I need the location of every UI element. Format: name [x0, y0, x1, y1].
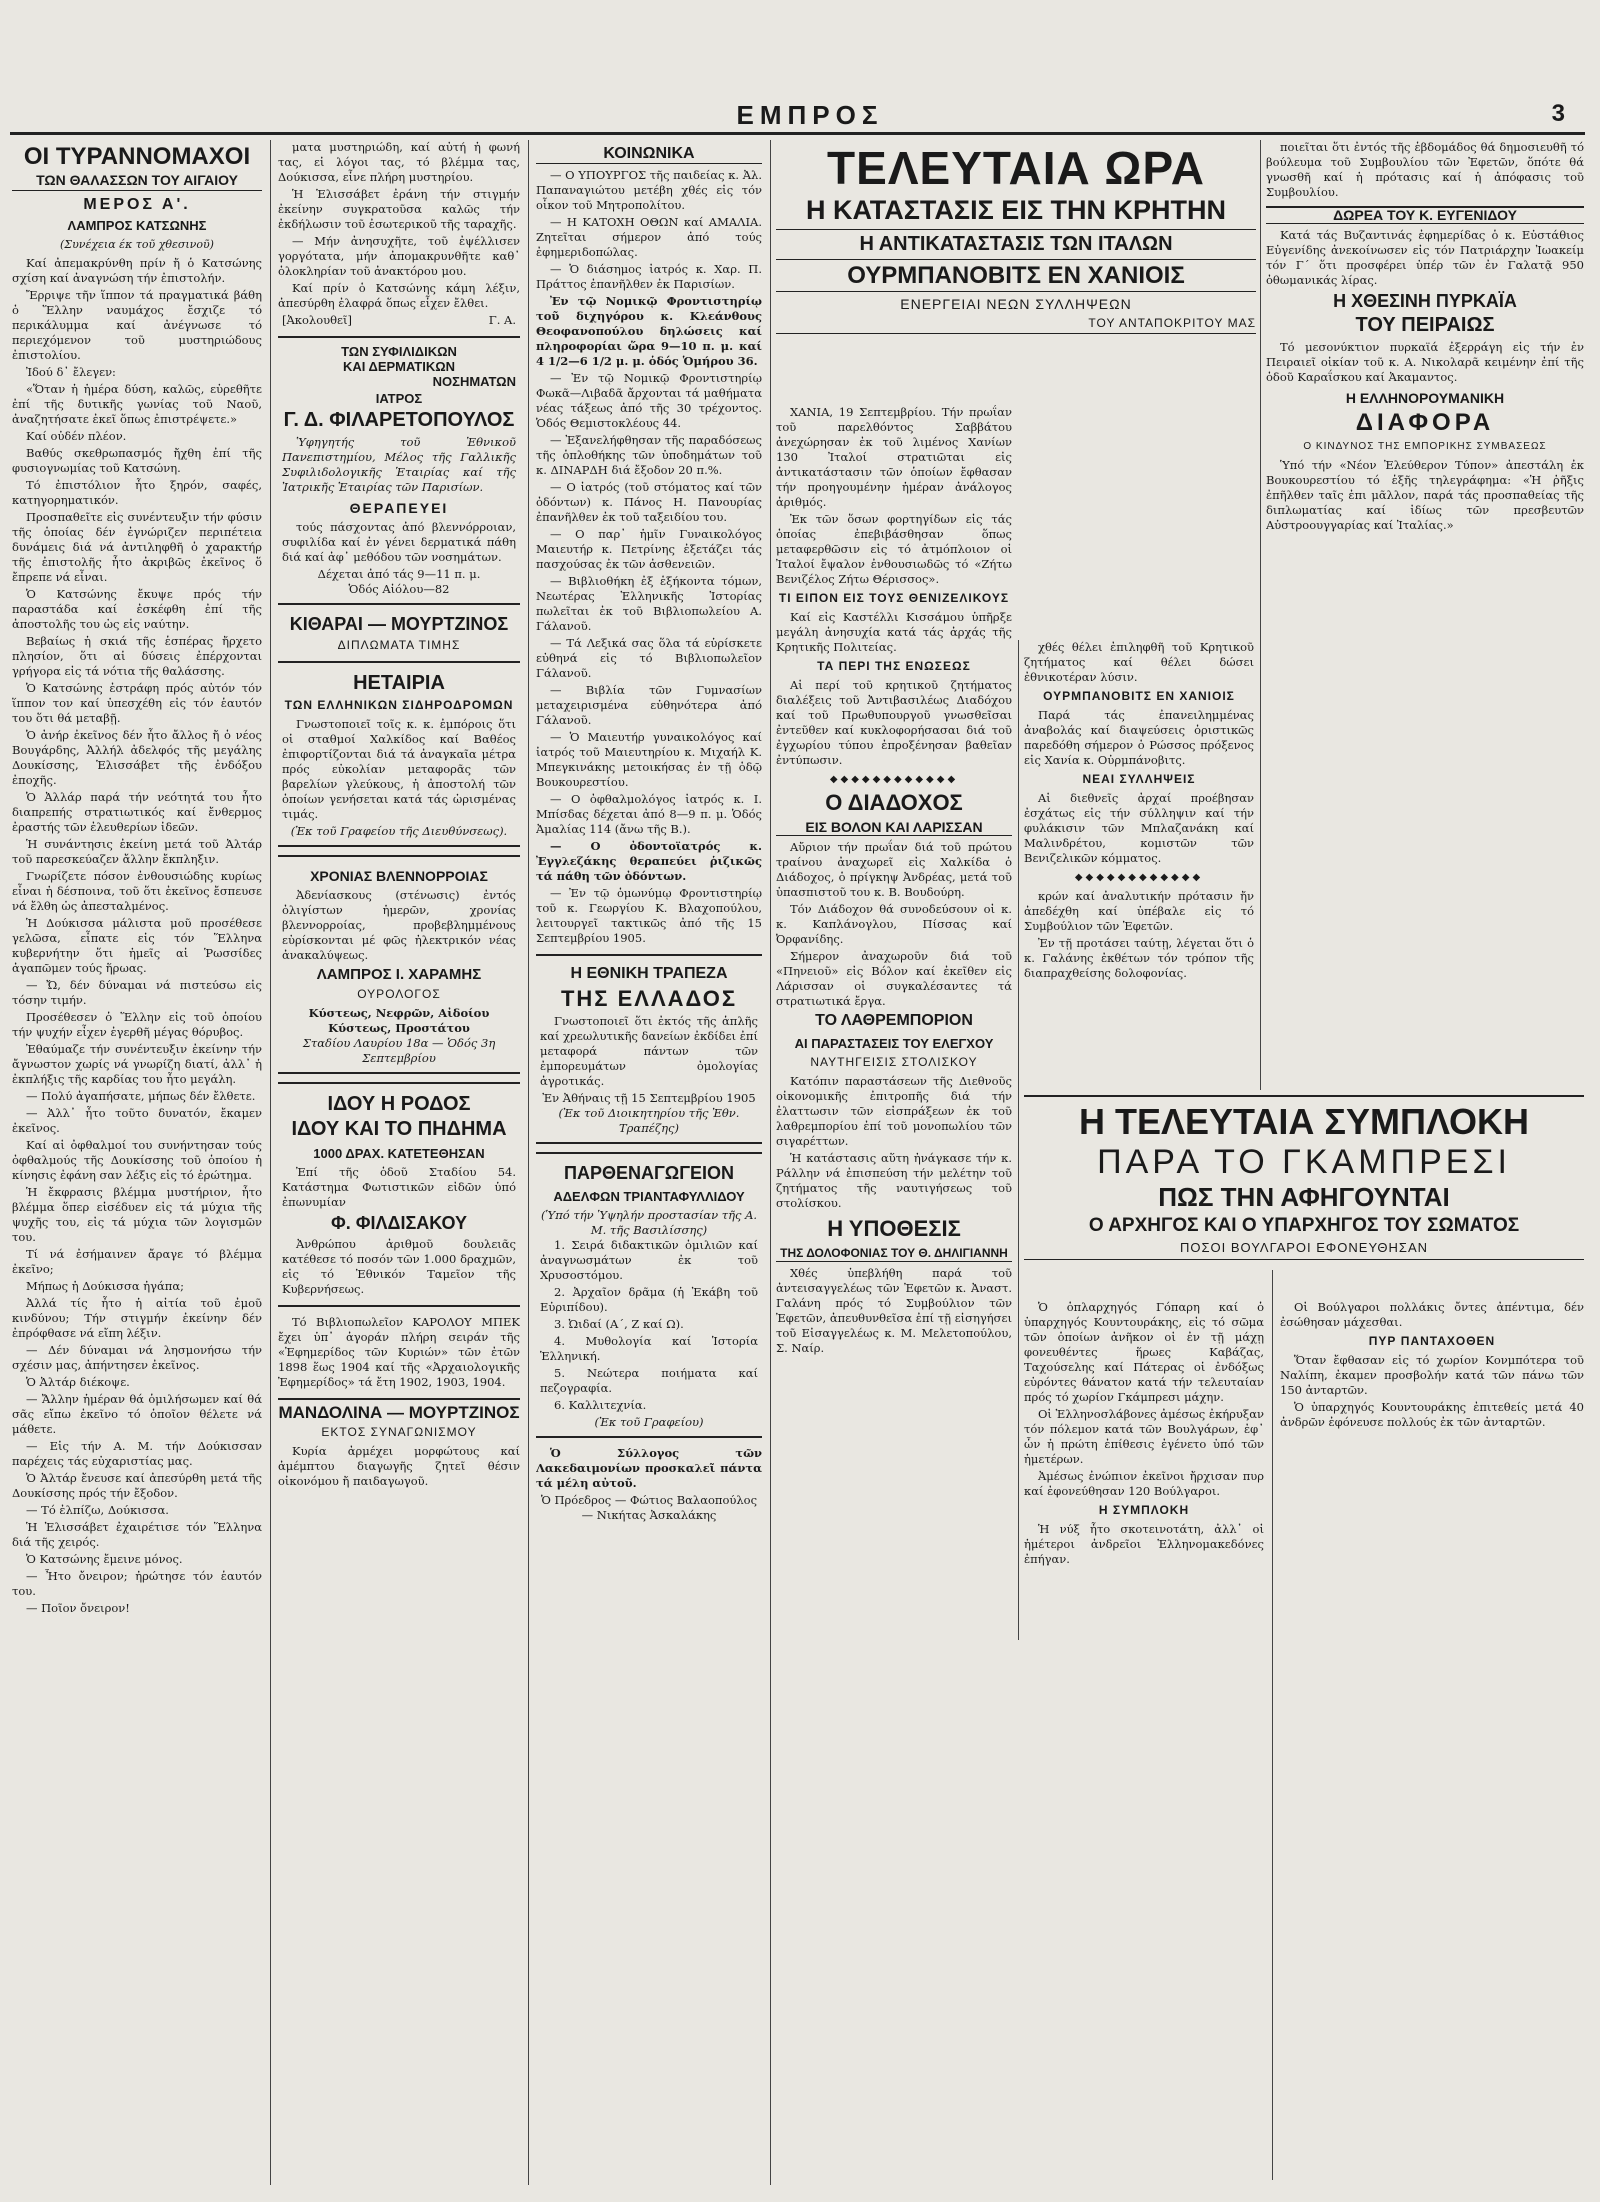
ad-philaretopoulos [278, 336, 520, 605]
ad-mandolina-sub: ΕΚΤΟΣ ΣΥΝΑΓΩΝΙΣΜΟΥ [321, 1425, 477, 1440]
ad-heading: ΠΑΡΘΕΝΑΓΩΓΕΙΟΝ [563, 1162, 735, 1183]
paragraph: Ἡ κατάστασις αὕτη ἠνάγκασε τήν κ. Ράλλην νά ἐπισπεύση τήν μελέτην τοῦ ζητήματος τῆς ναυτιγήσεως τοῦ στολίσκου. [776, 1150, 1012, 1210]
paragraph: Ὁ Κατσώνης ἔκυψε πρός τήν παραστάδα καί ἐσκέφθη ἐπί τῆς ἀποστολῆς του ὡς εἰς ναύτην. [12, 586, 262, 631]
ad-text: Γνωστοποιεῖ τοῖς κ. κ. ἐμπόροις ὅτι οἱ σταθμοί Χαλκίδος καί Βαθέος ἐπιφορτίζονται διά τά ἀναγκαῖα μέτρα πρός εὐκολίαν μεταφορᾶς τῶν βαρελίων γλεύκους, ἡ ἀποστολή τῶν ὁποίων γενήσεται κατά τάς ὡρισμένας τιμάς. [282, 716, 516, 821]
column-gabresi-right [1280, 1300, 1584, 2180]
ad-footer: (Ἐκ τοῦ Διοικητηρίου τῆς Ἐθν. Τραπέζης) [558, 1105, 740, 1135]
ad-girls-school [536, 1152, 762, 1438]
ad-hours: Δέχεται ἀπό τάς 9—11 π. μ. [317, 567, 481, 581]
paragraph: Σήμερον ἀναχωροῦν διά τοῦ «Πηνειοῦ» εἰς Βόλον καί ἐκεῖθεν εἰς Λάρισσαν οἱ συγκαλέσαντες τά στρατιωτικά ἔργα. [776, 949, 1012, 1009]
ad-heading: ΗΕΤΑΙΡΙΑ [353, 671, 445, 694]
ad-heading: ΙΔΟΥ Η ΡΟΔΟΣ [327, 1092, 471, 1115]
paragraph: — Ο ἰατρός (τοῦ στόματος καί τῶν ὀδόντων) κ. Πάνος Η. Πανουρίας ἐπανῆλθεν ἐκ τοῦ ταξειδίου του. [536, 480, 762, 524]
paragraph: — Τό ἐλπίζω, Δούκισσα. [26, 1502, 169, 1517]
paragraph: Αἱ περί τοῦ κρητικοῦ ζητήματος διαλέξεις τοῦ Ἀντιβασιλέως Διαδόχου καί τοῦ Πρωθυπουργοῦ γνωσθεῖσαι ἐντεῦθεν καί κυκλοφορήσασαι διά τοῦ ἐγχωρίου τύπου ἐπροξένησαν βαθεῖαν ἐντύπωσιν. [776, 678, 1012, 767]
paragraph: Ὁ Ἀλλάρ παρά τήν νεότητά του ἦτο διαπρεπής στρατιωτικός καί ἔνθερμος ἐραστής τῶν ἐλευθερίων ἰδεῶν. [12, 789, 262, 834]
column-crete-cont [1024, 640, 1254, 1090]
paragraph: — Ο ΥΠΟΥΡΓΟΣ τῆς παιδείας κ. Ἀλ. Παπαναγιώτου μετέβη χθές εἰς τόν οἶκον τοῦ Μητροπολίτου. [536, 168, 762, 212]
paragraph: Τό μεσονύκτιον πυρκαϊά ἐξερράγη εἰς τήν ἐν Πειραιεῖ οἰκίαν τοῦ κ. Α. Νικολαρᾶ κειμένην ἐπί τῆς ὁδοῦ Καραΐσκου καί Ἀκαμαντος. [1266, 339, 1584, 384]
ad-text: τούς πάσχοντας ἀπό βλεννόρροιαν, συφιλίδα καί ἐν γένει δερματικά πάθη διά καί ἀφ᾽ μεθόδου τῶν νοσημάτων. [282, 520, 516, 564]
masthead [10, 92, 1585, 135]
paragraph: Ὅταν ἔφθασαν εἰς τό χωρίον Κονμπότερα τοῦ Ναλίπη, ἐκαμεν προσβολήν κατά τῶν πάνω τῶν 150 ἀνταρτῶν. [1280, 1353, 1584, 1397]
paragraph: Ὁ ὁπλαρχηγός Γόπαρη καί ὁ ὑπαρχηγός Κουντουράκης, εἰς τό σῶμα τῶν ὁποίων ἀνῆκον οἱ ἐν τῇ μάχῃ φονευθέντες ἥρωες Καβάζας, Ταχούσελης καί Πάτερας οἱ ἐνδόξως εὑρόντες θάνατον κατά τήν τελευταίαν πρός τό χωρίον Γκάμπρεσι μάχην. [1024, 1300, 1264, 1404]
paragraph: Προσπαθεῖτε εἰς συνέντευξιν τήν φύσιν τῆς ὁποίας δέν ἐγνώριζεν περιπέτεια δυνάμεις διά νά ἀντιληφθῆ ὁ χαρακτήρ τῆς ἐπιστολῆς ἦτο ἀκριβῶς ἐκεῖνος ὅ ἔπρεπε νά εἶναι. [12, 509, 262, 584]
list-item: 1. Σειρά διδακτικῶν ὁμιλιῶν καί ἀναγνωσμάτων ἐκ τοῦ Χρυσοστόμου. [540, 1237, 758, 1282]
list-item: 2. Ἀρχαῖον δρᾶμα (ἡ Ἐκάβη τοῦ Εὐριπίδου). [540, 1284, 758, 1314]
ad-heading: ΙΔΟΥ ΚΑΙ ΤΟ ΠΗΔΗΜΑ [291, 1117, 507, 1140]
paragraph: Ἡ Δούκισσα μάλιστα μοῦ προσέθεσε γελῶσα, εἶπατε εἰς τόν Ἕλληνα κυβερνήτην ὅτι ἡμεῖς αἱ Ῥωσσίδες ἀγαπῶμεν τούς ἥρωας. [12, 915, 262, 975]
paragraph: — Βιβλιοθήκη ἐξ ἑξήκοντα τόμων, Νεωτέρας Ἑλληνικῆς Ἱστορίας πωλεῖται ἐκ τοῦ Βιβλιοπωλείου Α. Γάλανοῦ. [536, 574, 762, 633]
ad-doctor-name: Γ. Δ. ΦΙΛΑΡΕΤΟΠΟΥΛΟΣ [283, 409, 515, 431]
ad-heading: ΤΩΝ ΣΥΦΙΛΙΔΙΚΩΝ [341, 344, 457, 359]
section-title: ΤΟ ΛΑΘΡΕΜΠΟΡΙΟΝ [815, 1012, 973, 1030]
column-ads [278, 140, 520, 2185]
paragraph: Γνωρίζετε πόσον ἐνθουσιώδης κυρίως εἶναι ἡ δέσποινα, τοῦ ὅτι ἐκεῖνος ἔσπευσε νά ἔλθη ὡς ἀπεσταλμένος. [12, 868, 262, 913]
paragraph: Ὁ Ἀλτάρ ἔνευσε καί ἀπεσύρθη μετά τῆς Δουκίσσης πρός τήν ἔξοδον. [12, 1470, 262, 1500]
headline-sub: ΠΩΣ ΤΗΝ ΑΦΗΓΟΥΝΤΑΙ [1158, 1182, 1450, 1213]
paragraph: Ἐθαύμαζε τήν συνέντευξιν ἐκείνην τήν ἄγνωστον χωρίς νά γνωρίζη διατί, ἀλλ᾽ ἡ ἐκπλήξις τῆς καρδίας του ἦτο μεγάλη. [12, 1041, 262, 1086]
ad-kitharai-sub: ΔΙΠΛΩΜΑΤΑ ΤΙΜΗΣ [337, 637, 461, 652]
column-rule [1260, 140, 1261, 1090]
paragraph: Ἰδού δ᾽ ἔλεγεν: [26, 364, 116, 379]
paragraph: Χθές ὑπεβλήθη παρά τοῦ ἀντεισαγγελέως τῶν Ἐφετῶν κ. Ἀναστ. Γαλάνη πρός τό Συμβούλιον τῶν Ἐφετῶν, ἀπευθυνθεῖσα ἐπί τῇ εἰσηγήσει τοῦ Εἰσαγγελέως κ. Μ. Μελετοπούλου, Σ. Ναίρ. [776, 1265, 1012, 1355]
ad-national-bank [536, 954, 762, 1144]
paragraph: Ἐκ τῶν ὅσων φορτηγίδων εἰς τάς ὁποίας ἐπεβιβάσθησαν ὅπως μεταφερθῶσιν εἰς τό ἀτμόπλοιον οἱ Ἰταλοί ἔψαλον ἐνθουσιωδῶς τό «Ζήτω Βενιζέλος Ζήτω Θέρισσος». [776, 512, 1012, 586]
column-rule [528, 140, 529, 2185]
ad-role: ΟΥΡΟΛΟΓΟΣ [357, 986, 441, 1001]
paragraph: ματα μυστηριώδη, καί αὐτή ἡ φωνή τας, εἰ λόγοι τας, τό βλέμμα τας, Δούκισσα, εἶνε πλήρη μυστηρίου. [278, 140, 520, 184]
headline-sub: Η ΑΝΤΙΚΑΤΑΣΤΑΣΙΣ ΤΩΝ ΙΤΑΛΩΝ [859, 232, 1173, 255]
paragraph: — Η ΚΑΤΟΧΗ ΟΘΩΝ καί ΑΜΑΛΙΑ. Ζητεῖται σήμερον ἀπό τούς ἐφημεριδοπώλας. [536, 215, 762, 259]
headline-sub: ΟΥΡΜΠΑΝΟΒΙΤΣ ΕΝ ΧΑΝΙΟΙΣ [776, 259, 1256, 292]
section-title: ΔΙΑΦΟΡΑ [1355, 408, 1495, 436]
section-title: Η ΥΠΟΘΕΣΙΣ [827, 1215, 961, 1241]
paragraph: Ἡ Ἑλισσάβετ ἐράνη τήν στιγμήν ἐκείνην συγκρατοῦσα καλῶς τήν ἐκδήλωσιν τοῦ ἐσωτερικοῦ τῆς ταραχῆς. [278, 187, 520, 231]
ad-role: ΙΑΤΡΟΣ [375, 391, 423, 406]
headline-sub: Ο ΑΡΧΗΓΟΣ ΚΑΙ Ο ΥΠΑΡΧΗΓΟΣ ΤΟΥ ΣΩΜΑΤΟΣ [1088, 1214, 1520, 1236]
paragraph: Αὔριον τήν πρωΐαν διά τοῦ πρώτου τραίνου ἀναχωρεῖ εἰς Χαλκίδα ὁ Διάδοχος, ὁ πρίγκηψ Ἀνδρέας, μετά τοῦ ὑπασπιστοῦ του κ. Β. Βουδούρη. [776, 840, 1012, 900]
column-rule [1272, 1270, 1273, 2180]
paragraph: Καί εἰς Καστέλλι Κισσάμου ὑπῆρξε μεγάλη ἀνησυχία κατά τάς ἀρχάς τῆς Κρητικῆς Πολιτείας. [776, 610, 1012, 654]
serial-heading: ΛΑΜΠΡΟΣ ΚΑΤΣΩΝΗΣ [67, 217, 207, 233]
paragraph: — Τά Λεξικά σας ὅλα τά εὑρίσκετε εὐθηνά εἰς τό Βιβλιοπωλεῖον Γάλανοῦ. [536, 636, 762, 680]
divider: ◆◆◆◆◆◆◆◆◆◆◆◆ [1074, 872, 1204, 883]
section-title: Η ΕΛΛΗΝΟΡΟΥΜΑΝΙΚΗ [1345, 389, 1505, 406]
paragraph: — Ποῖον ὄνειρον! [26, 1600, 130, 1615]
ad-spec: Κύστεως, Νεφρῶν, Αἰδοίου Κύστεως, Προστάτου [308, 1005, 490, 1035]
paragraph: Ἡ Ἑλισσάβετ ἐχαιρέτισε τόν Ἕλληνα διά τῆς χειρός. [12, 1519, 262, 1549]
paragraph: Παρά τάς ἐπανειλημμένας ἀναβολάς καί διαψεύσεις ὁριστικῶς παρεδόθη σήμερον ὁ Ρώσσος πρόξενος εἰς Χανία κ. Οὐρμπάνοβιτς. [1024, 708, 1254, 767]
page-number: 3 [1551, 100, 1565, 127]
author-initials: Γ. Α. [488, 313, 516, 327]
paragraph: Ὁ Κατσώνης ἔμεινε μόνος. [26, 1551, 183, 1566]
ad-heading: ΝΟΣΗΜΑΤΩΝ [432, 374, 516, 389]
paragraph: Προσέθεσεν ὁ Ἕλλην εἰς τοῦ ὁποίου τήν ψυχήν εἶχεν ἐγερθῆ μέγας θόρυβος. [12, 1009, 262, 1039]
paragraph: Ἀλλά τίς ἦτο ἡ αἰτία τοῦ ἐμοῦ κινδύνου; Τήν στιγμήν ἐκείνην δέν ἐπρόφθασε νά εἴπη λέξιν. [12, 1295, 262, 1340]
paragraph: Ὁ Κατσώνης ἐστράφη πρός αὐτόν τόν ἵππον τον καί ὑπεσχέθη εἰς τόν ἑαυτόν του ὅτι θά μεταβῇ. [12, 680, 262, 725]
paragraph: Ἔρριψε τῆν ἵππον τά πραγματικά βάθη ὁ Ἕλλην ναυμάχος ἔσχιζε τό περικάλυμμα καί ἀνέγνωσε τό περιεχόμενον τοῦ μυστηριώδους ἐπιστολίου. [12, 287, 262, 362]
column-news [1266, 140, 1584, 1085]
ad-footer: (Ἐκ τοῦ Γραφείου) [594, 1414, 704, 1429]
paragraph: Ὁ Ἀλτάρ διέκοψε. [26, 1374, 130, 1389]
column-social [536, 140, 762, 2185]
paragraph: Κατόπιν παραστάσεων τῆς Διεθνοῦς οἰκονομικῆς ἐπιτροπῆς διά τήν ἐλαττωσιν τῶν εἰσπράξεων ἐκ τοῦ λαθρεμπορίου ἐπί τοῦ μονοπωλίου τῶν σιγαρέττων. [776, 1073, 1012, 1148]
paragraph: Τό ἐπιστόλιον ἦτο ξηρόν, σαφές, κατηγορηματικόν. [12, 477, 262, 507]
ad-heading: ΤΩΝ ΕΛΛΗΝΙΚΩΝ ΣΙΔΗΡΟΔΡΟΜΩΝ [284, 697, 514, 712]
section-title: ΤΟΥ ΠΕΙΡΑΙΩΣ [1355, 313, 1495, 336]
column-serial-story [12, 140, 262, 2185]
paragraph: ποιεῖται ὅτι ἐντός τῆς ἑβδομάδος θά δημοσιευθῆ τό βούλευμα τοῦ Συμβουλίου τῶν Ἐφετῶν, ὅπότε θά γνωσθῆ καί ἡ πρότασις καί ἡ ἀπόφασις τοῦ Συμβουλίου. [1266, 140, 1584, 199]
paragraph: Καί οὐδέν πλέον. [26, 428, 127, 443]
ad-text: Γνωστοποιεῖ ὅτι ἐκτός τῆς ἁπλῆς καί χρεωλυτικῆς δανείων ἐκδίδει ἐπί μεταφορά πάντων τῶν ἐμπορευμάτων ὀμολογίας ἀγροτικάς. [540, 1013, 758, 1088]
ad-charamis [278, 855, 520, 1074]
ad-footer: (Ἐκ τοῦ Γραφείου τῆς Διευθύνσεως). [290, 823, 508, 838]
ad-heading: ΧΡΟΝΙΑΣ ΒΛΕΝΝΟΡΡΟΙΑΣ [310, 867, 488, 884]
section-title: ΤΗΣ ΔΟΛΟΦΟΝΙΑΣ ΤΟΥ Θ. ΔΗΛΙΓΙΑΝΝΗ [776, 1246, 1012, 1262]
byline: ΤΟΥ ΑΝΤΑΠΟΚΡΙΤΟΥ ΜΑΣ [776, 316, 1256, 334]
paragraph: — Ἀλλ᾽ ἦτο τοῦτο δυνατόν, ἔκαμεν ἐκεῖνος. [12, 1105, 262, 1135]
headline-sub: ΕΝΕΡΓΕΙΑΙ ΝΕΩΝ ΣΥΛΛΗΨΕΩΝ [900, 295, 1132, 312]
paragraph: Βεβαίως ἡ σκιά τῆς ἑσπέρας ἤρχετο πλησίον, ὅτι αἱ δύσεις ἐπέρχονται γρήγορα εἰς τά νότια τῆς θαλάσσης. [12, 633, 262, 678]
column-rule [270, 140, 271, 2185]
paragraph: — Εἰς τήν Α. Μ. τήν Δούκισσαν παρέχεις τάς εὐχαριστίας μας. [12, 1438, 262, 1468]
ad-date: Ἐν Ἀθήναις τῇ 15 Σεπτεμβρίου 1905 [542, 1090, 756, 1105]
headline-sub: ΠΑΡΑ ΤΟ ΓΚΑΜΠΡΕΣΙ [1097, 1142, 1511, 1181]
paragraph: Μήπως ἡ Δούκισσα ἠγάπα; [26, 1278, 185, 1293]
paragraph: Τόν Διάδοχον θά συνοδεύσουν οἱ κ. κ. Καπλάνογλου, Πίσσας καί Ὀρφανίδης. [776, 902, 1012, 947]
ad-text: Ἀνθρώπου ἀριθμοῦ δουλειᾶς κατέθεσε τό ποσόν τῶν 1.000 δραχμῶν, εἰς τό Ἐθνικόν Ταμεῖον τῆς Κυβερνήσεως. [282, 1236, 516, 1296]
paragraph: Καί ἀπεμακρύνθη πρίν ἤ ὁ Κατσώνης σχίση καί ἀναγνώση τήν ἐπιστολήν. [12, 255, 262, 285]
headline-block-gabresi [1024, 1095, 1584, 1264]
subheading: Η ΣΥΜΠΛΟΚΗ [1098, 1503, 1190, 1517]
headline-block-crete [776, 140, 1256, 338]
ad-mandolina-title: ΜΑΝΔΟΛΙΝΑ — ΜΟΥΡΤΖΙΝΟΣ [278, 1398, 520, 1422]
paragraph: Ἀμέσως ἐνώπιον ἐκεῖνοι ἤρχισαν πυρ καί ἐφονεύθησαν 120 Βούλγαροι. [1024, 1469, 1264, 1498]
continued-note: (Συνέχεια έκ τοῦ χθεσινοῦ) [60, 237, 214, 251]
headline-main: Η ΤΕΛΕΥΤΑΙΑ ΣΥΜΠΛΟΚΗ [1079, 1101, 1529, 1142]
list-item: 3. Ὠιδαί (Α΄, Ζ καί Ω). [554, 1316, 684, 1331]
ad-text: Ἐπί τῆς ὁδοῦ Σταδίου 54. Κατάστημα Φωτιστικῶν εἰδῶν ὑπό ἐπωνυμίαν [282, 1164, 516, 1209]
subheading: ΤΑ ΠΕΡΙ ΤΗΣ ΕΝΩΣΕΩΣ [817, 659, 971, 673]
paragraph: Βαθύς σκεθρωπασμός ἤχθη ἐπί τῆς φυσιογνωμίας τοῦ Κατσώνη. [12, 445, 262, 475]
paragraph: — Μήν ἀνησυχῆτε, τοῦ ἐψέλλισεν γοργότατα, μήν ἀπομακρυνθῆτε καθ᾽ ὁλοκληρίαν τοῦ ἀνακτόρου μου. [278, 234, 520, 278]
ad-rhodes [278, 1082, 520, 1307]
paragraph: — Ἦτο ὄνειρον; ἠρώτησε τόν ἑαυτόν του. [12, 1568, 262, 1598]
section-title: Ο ΔΙΑΔΟΧΟΣ [825, 790, 963, 815]
ad-railways [278, 661, 520, 847]
paragraph: — Ἐν τῷ Νομικῷ Φροντιστηρίῳ Φωκᾶ—Λιβαδᾶ ἄρχονται τά μαθήματα νέας τάξεως ἀπό τῆς 30 τρέχοντος. Ὁδός Θεμιστοκλέους 44. [536, 371, 762, 430]
section-title: ΝΑΥΤΗΓΕΙΣΙΣ ΣΤΟΛΙΣΚΟΥ [810, 1054, 978, 1069]
paragraph: Ἡ ἔκφρασις βλέμμα μυστήριον, ἦτο βλέμμα ὅπερ εἰσέδυεν εἰς τά μύχια τῆς ψυχῆς του, εἰς τά μύχια τῶν λογισμῶν του. [12, 1184, 262, 1244]
paragraph: — Ὁ διάσημος ἰατρός κ. Χαρ. Π. Πράττος ἐπανῆλθεν ἐκ Παρισίων. [536, 262, 762, 291]
paragraph: Ὑπό τήν «Νέον Ἐλεύθερον Τύπον» ἀπεστάλη ἐκ Βουκουρεστίου τό ἑξῆς τηλεγράφημα: «Ἡ ῥῆξις ἐπῆλθεν ταῖς ἐπι μᾶλλον, παρά τάς προσπαθείας τῆς διπλωματίας καί ἰδίως τῶν πρεσβευτῶν Αὐστροουγγαρίας καί Ἰταλίας.» [1266, 458, 1584, 533]
paragraph: Ἐν τῷ Νομικῷ Φροντιστηρίῳ τοῦ διχηγόρου κ. Κλεάνθους Θεοφανοπούλου δηλώσεις καί πληροφορίαι ὥρα 9—10 π. μ. καί 4 1/2—6 1/2 μ. μ. ὁδός Ὁμήρου 36. [536, 294, 762, 368]
column-rule [1018, 640, 1019, 1640]
paragraph: «Ὅταν ἡ ἡμέρα δύση, καλῶς, εὑρεθῆτε ἐπί τῆς δυτικῆς γωνίας τοῦ Ναοῦ, ἀναζητήσατε ἐκεῖ ὅπως ἐπιστρέψετε.» [12, 381, 262, 426]
column-rule [770, 140, 771, 2185]
paragraph: — Ο ὀδοντοϊατρός κ. Ἐγγλεζάκης θεραπεύει ῥιζικῶς τά πάθη τῶν ὀδόντων. [536, 839, 762, 883]
section-title: ΕΙΣ ΒΟΛΟΝ ΚΑΙ ΛΑΡΙΣΣΑΝ [776, 820, 1012, 836]
divider: ◆◆◆◆◆◆◆◆◆◆◆◆ [829, 774, 959, 785]
section-title: ΑΙ ΠΑΡΑΣΤΑΣΕΙΣ ΤΟΥ ΕΛΕΓΧΟΥ [794, 1035, 994, 1051]
paragraph: Οἱ Ἑλληνοσλάβονες ἀμέσως ἐκήρυξαν τόν πόλεμον κατά τῶν Βουλγάρων, ἐφ᾽ ὧν ἡ πρώτη ἐπίθεσις ἐγένετο ὑπό τῶν ἡμετέρων. [1024, 1407, 1264, 1466]
serial-subtitle: ΤΩΝ ΘΑΛΑΣΣΩΝ ΤΟΥ ΑΙΓΑΙΟΥ [12, 173, 262, 191]
subheading: ΟΥΡΜΠΑΝΟΒΙΤΣ ΕΝ ΧΑΝΙΟΙΣ [1043, 689, 1235, 703]
serial-part: ΜΕΡΟΣ Α'. [83, 195, 191, 213]
paragraph: — Ὁ Μαιευτήρ γυναικολόγος καί ἰατρός τοῦ Μαιευτηρίου κ. Μιχαήλ Κ. Μπεγκινάκης μετοικήσας ἐν τῇ ὁδῷ Βουκουρεστίου. [536, 730, 762, 789]
paragraph: Ἐν τῇ προτάσει ταύτῃ, λέγεται ὅτι ὁ κ. Γαλάνης ἐκθέτων τόν τρόπον τῆς διαπραχθείσης δολοφονίας. [1024, 936, 1254, 980]
paragraph: Ὁ ὑπαρχηγός Κουντουράκης ἐπιτεθείς μετά 40 ἀνδρῶν ἐφόνευσε πολλούς ἐκ τῶν ἀνταρτῶν. [1280, 1400, 1584, 1429]
ad-heading: Η ΕΘΝΙΚΗ ΤΡΑΠΕΖΑ [570, 965, 728, 982]
ad-doctor-name: ΛΑΜΠΡΟΣ Ι. ΧΑΡΑΜΗΣ [316, 965, 482, 983]
ad-heading: ΚΑΙ ΔΕΡΜΑΤΙΚΩΝ [342, 359, 456, 374]
serial-title: ΟΙ ΤΥΡΑΝΝΟΜΑΧΟΙ [23, 143, 251, 170]
paragraph: Ἡ συνάντησις ἐκείνη μετά τοῦ Ἀλτάρ τοῦ παρεσκεύαζεν ἄλλην ἔκπληξιν. [12, 836, 262, 866]
paragraph: — Ἐξανελήφθησαν τῆς παραδόσεως τῆς ὁπλοθήκης τῶν ὑποδημάτων τοῦ κ. ΔΙΝΑΡΔΗ διά ἔξοδον 20 π.%. [536, 433, 762, 477]
paragraph: — Ἄλλην ἡμέραν θά ὁμιλήσωμεν καί θά σᾶς εἴπω ἐκεῖνο τό ὁποῖον θέλετε νά μάθετε. [12, 1391, 262, 1436]
paragraph: χθές θέλει ἐπιληφθῆ τοῦ Κρητικοῦ ζητήματος καί θέλει δώσει ἐθνικοτέραν λύσιν. [1024, 640, 1254, 684]
paragraph: — Ἐν τῷ ὁμωνύμῳ Φροντιστηρίῳ τοῦ κ. Γεωργίου Κ. Βλαχοπούλου, λειτουργεῖ τακτικῶς ἀπό τῆς 15 Σεπτεμβρίου 1905. [536, 886, 762, 945]
serial-continuation: [Ἀκολουθεῖ] [282, 313, 352, 327]
section-title: Ο ΚΙΝΔΥΝΟΣ ΤΗΣ ΕΜΠΟΡΙΚΗΣ ΣΥΜΒΑΣΕΩΣ [1303, 441, 1547, 453]
list-item: 4. Μυθολογία καί Ἱστορία Ἑλληνική. [540, 1333, 758, 1363]
headline-main: ΤΕΛΕΥΤΑΙΑ ΩΡΑ [827, 142, 1205, 194]
section-title: ΔΩΡΕΑ ΤΟΥ Κ. ΕΥΓΕΝΙΔΟΥ [1266, 206, 1584, 224]
paragraph: — Ο παρ᾽ ἡμῖν Γυναικολόγος Μαιευτήρ κ. Πετρίνης ἐξετάζει τάς πασχούσας ἐκ τῶν ἀσθενειῶν. [536, 527, 762, 571]
ad-text: (Ὑπό τήν Ὑψηλήν προστασίαν τῆς Α. Μ. τῆς Βασιλίσσης) [540, 1207, 758, 1237]
paragraph: Καί αἱ ὀφθαλμοί του συνήντησαν τούς ὀφθαλμούς τῆς Δουκίσσης τοῦ ὁποίου ἡ κίνησις ἐφάνη σαν λέξις εἰς τό ἐρώτημα. [12, 1137, 262, 1182]
ad-text: Ἀδενίασκους (στένωσις) ἐντός ὀλιγίστων ἡμερῶν, χρονίας βλεννορροίας, προβεβλημμένους εὑρίσκονται μέ φῶς ἠλεκτρικόν νέας ἀνακαλύψεως. [282, 887, 516, 962]
ad-address: Σταδίου Λαυρίου 18α — Ὁδός 3η Σεπτεμβρίου [302, 1035, 496, 1065]
ad-amount: 1000 ΔΡΑΧ. ΚΑΤΕΤΕΘΗΣΑΝ [313, 1145, 485, 1161]
paragraph: Τί νά ἐσήμαινεν ἄραγε τό βλέμμα ἐκεῖνο; [12, 1246, 262, 1276]
paragraph: — Δέν δύναμαι νά λησμονήσω τήν σχέσιν μας, ἀπήντησεν ἐκεῖνος. [12, 1342, 262, 1372]
ad-kitharai-title: ΚΙΘΑΡΑΙ — ΜΟΥΡΤΖΙΝΟΣ [289, 614, 509, 634]
column-crete [776, 405, 1012, 2185]
subheading: ΤΙ ΕΙΠΟΝ ΕΙΣ ΤΟΥΣ ΘΕΝΙΖΕΛΙΚΟΥΣ [778, 591, 1010, 605]
paragraph: — Ὤ, δέν δύναμαι νά πιστεύσω εἰς τόσην τιμήν. [12, 977, 262, 1007]
ad-heading: ΘΕΡΑΠΕΥΕΙ [349, 500, 449, 516]
paragraph: Κατά τάς Βυζαντινάς ἐφημερίδας ὁ κ. Εὐστάθιος Εὐγενίδης ἀνεκοίνωσεν εἰς τόν Πατριάρχην Ἰωακείμ τόν Γ΄ ὅτι προσφέρει ὑπέρ τῶν ἐν Γαλατᾷ 950 ὀθωμανικάς λίρας. [1266, 228, 1584, 287]
ad-text: Ὁ Σύλλογος τῶν Λακεδαιμονίων προσκαλεῖ πάντα τά μέλη αὐτοῦ. [536, 1445, 762, 1490]
subheading: ΝΕΑΙ ΣΥΛΛΗΨΕΙΣ [1082, 772, 1196, 786]
paragraph: ΧΑΝΙΑ, 19 Σεπτεμβρίου. Τήν πρωΐαν τοῦ παρελθόντος Σαββάτου ἀνεχώρησαν ἐκ τοῦ λιμένος Χανίων 130 Ἰταλοί στρατιῶται εἰς ἀντικατάστασιν τῶν ὁποίων ἔφθασαν τήν προηγουμένην ἡμέραν ἀνάλογος ἀριθμός. [776, 405, 1012, 509]
list-item: 5. Νεώτερα ποιήματα καί πεζογραφία. [540, 1365, 758, 1395]
paragraph: Αἱ διεθνεῖς ἀρχαί προέβησαν ἐσχάτως εἰς τήν σύλληψιν καί τήν φυλάκισιν τῶν Μπλαζανάκη καί Μαλινδρέτου, κομιστῶν τῶν Βενιζελικῶν κόμματος. [1024, 791, 1254, 865]
ad-signature: Ὁ Πρόεδρος — Φώτιος Βαλαοπούλος — Νικήτας Ἀσκαλάκης [540, 1492, 758, 1522]
paragraph: Οἱ Βούλγαροι πολλάκις ὄντες ἀπέντιμα, δέν ἐσώθησαν μάχεσθαι. [1280, 1300, 1584, 1329]
paragraph: — Ο ὀφθαλμολόγος ἰατρός κ. Ι. Μπίσδας δέχεται ἀπό 8—9 π. μ. Ὁδός Ἀμαλίας 114 (ἄνω τῆς Β.). [536, 792, 762, 836]
headline-sub: Η ΚΑΤΑΣΤΑΣΙΣ ΕΙΣ ΤΗΝ ΚΡΗΤΗΝ [776, 196, 1256, 229]
list-item: 6. Καλλιτεχνία. [554, 1397, 647, 1412]
column-gabresi-left [1024, 1300, 1264, 2180]
ad-beck-bookstore: Τό Βιβλιοπωλεῖον ΚΑΡΟΛΟΥ ΜΠΕΚ ἔχει ὑπ᾽ ἀγοράν πλήρη σειράν τῆς «Ἐφημερίδος τῶν Κυριών» τῶν ἐτῶν 1898 ἕως 1904 καί τῆς «Ἀρχαιολογικῆς Ἐφημερίδος» τά ἔτη 1902, 1903, 1904. [278, 1314, 520, 1389]
ad-text: Ὑφηγητής τοῦ Ἐθνικοῦ Πανεπιστημίου, Μέλος τῆς Γαλλικῆς Συφιλιδολογικῆς Ἑταιρίας καί τῆς Ἰατρικῆς Ἑταιρίας τῶν Παρισίων. [282, 435, 516, 494]
paragraph: Ἡ νύξ ἦτο σκοτεινοτάτη, ἀλλ᾽ οἱ ἡμέτεροι ἀνδρεῖοι Ἑλληνομακεδόνες ἐπήγαν. [1024, 1522, 1264, 1566]
paragraph: Καί πρίν ὁ Κατσώνης κάμη λέξιν, ἀπεσύρθη ἐλαφρά ὅπως εἶχεν ἔλθει. [278, 281, 520, 310]
paragraph: κρών καί ἀναλυτικήν πρότασιν ἤν ἀπεδέχθη καί ὑπέβαλε εἰς τό Συμβούλιον τῶν Ἐφετῶν. [1024, 889, 1254, 933]
section-title: Η ΧΘΕΣΙΝΗ ΠΥΡΚΑΪΑ [1333, 291, 1517, 311]
headline-sub: ΠΟΣΟΙ ΒΟΥΛΓΑΡΟΙ ΕΦΟΝΕΥΘΗΣΑΝ [1024, 1240, 1584, 1260]
ad-store-name: Φ. ΦΙΛΔΙΣΑΚΟΥ [331, 1212, 467, 1233]
section-title: ΚΟΙΝΩΝΙΚΑ [536, 146, 762, 164]
paragraph: — Πολύ ἀγαπήσατε, μήπως δέν ἔλθετε. [26, 1088, 256, 1103]
paragraph: — Βιβλία τῶν Γυμνασίων μεταχειρισμένα εὐθηνότερα ἀπό Γάλανοῦ. [536, 683, 762, 727]
ad-heading: ΑΔΕΛΦΩΝ ΤΡΙΑΝΤΑΦΥΛΛΙΔΟΥ [553, 1188, 745, 1204]
ad-text: Κυρία ἀρμέχει μορφώτους καί ἀμέμπτου διαγωγῆς ζητεῖ θέσιν οἰκονόμου ἤ παιδαγωγοῦ. [278, 1444, 520, 1489]
subheading: ΠΥΡ ΠΑΝΤΑΧΟΘΕΝ [1368, 1334, 1496, 1348]
newspaper-title: ΕΜΠΡΟΣ [736, 100, 884, 130]
ad-address: Ὁδός Αἰόλου—82 [348, 582, 450, 596]
ad-heading: ΤΗΣ ΕΛΛΑΔΟΣ [560, 985, 738, 1011]
paragraph: Ὁ ἀνήρ ἐκεῖνος δέν ἦτο ἄλλος ἤ ὁ νέος Βουγάρδης, Ἀλλήλ ἀδελφός τῆς μεγάλης Δουκίσσης, Ἑλισσάβετ τῆς ἐνδόξου ἐποχῆς. [12, 727, 262, 787]
